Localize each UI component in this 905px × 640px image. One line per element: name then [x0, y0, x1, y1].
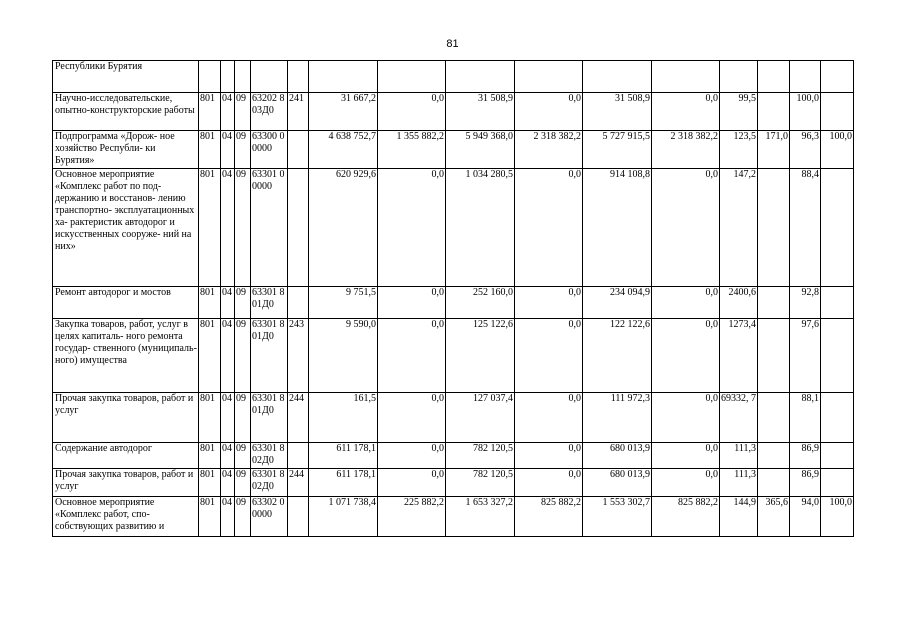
percent-2 [758, 61, 790, 93]
target-article-code: 63302 00000 [251, 497, 288, 537]
row-name: Научно-исследовательские, опытно-конструкторские работы [53, 93, 199, 131]
value-2: 0,0 [378, 287, 446, 319]
value-6: 0,0 [652, 169, 720, 287]
target-article-code: 63301 801Д0 [251, 319, 288, 393]
value-6: 2 318 382,2 [652, 131, 720, 169]
value-2: 0,0 [378, 169, 446, 287]
value-4 [515, 61, 583, 93]
value-4: 0,0 [515, 469, 583, 497]
subsection-code: 09 [235, 287, 251, 319]
value-4: 0,0 [515, 169, 583, 287]
value-5: 31 508,9 [583, 93, 652, 131]
percent-2 [758, 469, 790, 497]
value-4: 0,0 [515, 393, 583, 443]
expense-type-code [288, 497, 309, 537]
percent-1: 111,3 [720, 469, 758, 497]
expense-type-code: 243 [288, 319, 309, 393]
value-3: 5 949 368,0 [446, 131, 515, 169]
value-5: 1 553 302,7 [583, 497, 652, 537]
value-2: 0,0 [378, 93, 446, 131]
value-6: 0,0 [652, 319, 720, 393]
value-3: 125 122,6 [446, 319, 515, 393]
percent-2 [758, 169, 790, 287]
value-6: 0,0 [652, 469, 720, 497]
expense-type-code [288, 443, 309, 469]
table-row [53, 393, 854, 443]
value-2 [378, 61, 446, 93]
subsection-code: 09 [235, 469, 251, 497]
ministry-code: 801 [199, 393, 221, 443]
percent-2: 365,6 [758, 497, 790, 537]
percent-4: 100,0 [821, 497, 854, 537]
value-3: 1 034 280,5 [446, 169, 515, 287]
percent-1: 111,3 [720, 443, 758, 469]
percent-4 [821, 169, 854, 287]
value-6: 0,0 [652, 93, 720, 131]
expense-type-code: 241 [288, 93, 309, 131]
percent-2: 171,0 [758, 131, 790, 169]
ministry-code: 801 [199, 169, 221, 287]
section-code: 04 [221, 469, 235, 497]
budget-table [52, 60, 854, 537]
value-5: 111 972,3 [583, 393, 652, 443]
expense-type-code: 244 [288, 393, 309, 443]
table-row [53, 169, 854, 287]
expense-type-code: 244 [288, 469, 309, 497]
table-row [53, 61, 854, 93]
value-5: 914 108,8 [583, 169, 652, 287]
value-5 [583, 61, 652, 93]
row-name: Прочая закупка товаров, работ и услуг [53, 393, 199, 443]
value-3: 31 508,9 [446, 93, 515, 131]
percent-2 [758, 287, 790, 319]
expense-type-code [288, 169, 309, 287]
percent-4 [821, 443, 854, 469]
row-name: Содержание автодорог [53, 443, 199, 469]
table-row [53, 319, 854, 393]
value-4: 2 318 382,2 [515, 131, 583, 169]
percent-3: 88,4 [790, 169, 821, 287]
percent-4 [821, 61, 854, 93]
value-2: 225 882,2 [378, 497, 446, 537]
subsection-code: 09 [235, 169, 251, 287]
subsection-code [235, 61, 251, 93]
ministry-code [199, 61, 221, 93]
value-5: 680 013,9 [583, 443, 652, 469]
percent-4 [821, 393, 854, 443]
table-row [53, 443, 854, 469]
percent-3: 96,3 [790, 131, 821, 169]
table-row [53, 131, 854, 169]
value-4: 825 882,2 [515, 497, 583, 537]
percent-3: 92,8 [790, 287, 821, 319]
value-6: 825 882,2 [652, 497, 720, 537]
value-2: 0,0 [378, 443, 446, 469]
row-name: Республики Бурятия [53, 61, 199, 93]
percent-2 [758, 393, 790, 443]
target-article-code: 63301 801Д0 [251, 287, 288, 319]
value-5: 680 013,9 [583, 469, 652, 497]
value-2: 0,0 [378, 319, 446, 393]
value-1: 611 178,1 [309, 469, 378, 497]
row-name: Ремонт автодорог и мостов [53, 287, 199, 319]
subsection-code: 09 [235, 131, 251, 169]
subsection-code: 09 [235, 93, 251, 131]
percent-3: 86,9 [790, 469, 821, 497]
value-6 [652, 61, 720, 93]
page-number: 81 [446, 38, 459, 50]
value-3: 127 037,4 [446, 393, 515, 443]
value-1 [309, 61, 378, 93]
section-code [221, 61, 235, 93]
percent-1: 123,5 [720, 131, 758, 169]
ministry-code: 801 [199, 131, 221, 169]
percent-3 [790, 61, 821, 93]
percent-3: 86,9 [790, 443, 821, 469]
percent-3: 100,0 [790, 93, 821, 131]
percent-4 [821, 93, 854, 131]
section-code: 04 [221, 93, 235, 131]
value-3: 252 160,0 [446, 287, 515, 319]
target-article-code: 63301 00000 [251, 169, 288, 287]
subsection-code: 09 [235, 443, 251, 469]
section-code: 04 [221, 287, 235, 319]
value-1: 611 178,1 [309, 443, 378, 469]
row-name: Основное мероприятие «Комплекс работ по под- держанию и восстанов- лению транспортно- эксплуатационных ха- рактеристик автодорог и искусственных сооруже- ний на них» [53, 169, 199, 287]
percent-2 [758, 93, 790, 131]
percent-1: 69332, 7 [720, 393, 758, 443]
ministry-code: 801 [199, 319, 221, 393]
ministry-code: 801 [199, 443, 221, 469]
row-name: Подпрограмма «Дорож- ное хозяйство Республи- ки Бурятия» [53, 131, 199, 169]
table-row [53, 93, 854, 131]
subsection-code: 09 [235, 393, 251, 443]
percent-1: 2400,6 [720, 287, 758, 319]
ministry-code: 801 [199, 93, 221, 131]
value-1: 4 638 752,7 [309, 131, 378, 169]
percent-4 [821, 469, 854, 497]
value-4: 0,0 [515, 443, 583, 469]
value-2: 0,0 [378, 469, 446, 497]
ministry-code: 801 [199, 469, 221, 497]
value-1: 31 667,2 [309, 93, 378, 131]
value-6: 0,0 [652, 393, 720, 443]
target-article-code: 63301 801Д0 [251, 393, 288, 443]
value-2: 1 355 882,2 [378, 131, 446, 169]
ministry-code: 801 [199, 497, 221, 537]
value-5: 122 122,6 [583, 319, 652, 393]
percent-1: 144,9 [720, 497, 758, 537]
section-code: 04 [221, 497, 235, 537]
percent-3: 88,1 [790, 393, 821, 443]
value-5: 5 727 915,5 [583, 131, 652, 169]
subsection-code: 09 [235, 497, 251, 537]
value-2: 0,0 [378, 393, 446, 443]
section-code: 04 [221, 169, 235, 287]
target-article-code: 63202 803Д0 [251, 93, 288, 131]
percent-2 [758, 319, 790, 393]
table-row [53, 469, 854, 497]
value-3 [446, 61, 515, 93]
value-1: 620 929,6 [309, 169, 378, 287]
table-row [53, 287, 854, 319]
percent-2 [758, 443, 790, 469]
row-name: Закупка товаров, работ, услуг в целях капиталь- ного ремонта государ- ственного (муниципаль- ного) имущества [53, 319, 199, 393]
value-4: 0,0 [515, 93, 583, 131]
value-6: 0,0 [652, 287, 720, 319]
value-5: 234 094,9 [583, 287, 652, 319]
percent-4 [821, 287, 854, 319]
value-6: 0,0 [652, 443, 720, 469]
value-3: 1 653 327,2 [446, 497, 515, 537]
section-code: 04 [221, 319, 235, 393]
target-article-code: 63301 802Д0 [251, 469, 288, 497]
target-article-code: 63300 00000 [251, 131, 288, 169]
percent-4: 100,0 [821, 131, 854, 169]
percent-1: 99,5 [720, 93, 758, 131]
expense-type-code [288, 131, 309, 169]
value-1: 9 751,5 [309, 287, 378, 319]
subsection-code: 09 [235, 319, 251, 393]
table-row [53, 497, 854, 537]
percent-3: 97,6 [790, 319, 821, 393]
percent-1: 147,2 [720, 169, 758, 287]
value-3: 782 120,5 [446, 469, 515, 497]
value-1: 161,5 [309, 393, 378, 443]
value-3: 782 120,5 [446, 443, 515, 469]
ministry-code: 801 [199, 287, 221, 319]
value-1: 1 071 738,4 [309, 497, 378, 537]
row-name: Прочая закупка товаров, работ и услуг [53, 469, 199, 497]
target-article-code [251, 61, 288, 93]
table-body [53, 61, 854, 537]
row-name: Основное мероприятие «Комплекс работ, спо- собствующих развитию и [53, 497, 199, 537]
percent-4 [821, 319, 854, 393]
value-1: 9 590,0 [309, 319, 378, 393]
expense-type-code [288, 61, 309, 93]
section-code: 04 [221, 443, 235, 469]
section-code: 04 [221, 131, 235, 169]
value-4: 0,0 [515, 319, 583, 393]
percent-1 [720, 61, 758, 93]
section-code: 04 [221, 393, 235, 443]
target-article-code: 63301 802Д0 [251, 443, 288, 469]
expense-type-code [288, 287, 309, 319]
percent-3: 94,0 [790, 497, 821, 537]
percent-1: 1273,4 [720, 319, 758, 393]
value-4: 0,0 [515, 287, 583, 319]
